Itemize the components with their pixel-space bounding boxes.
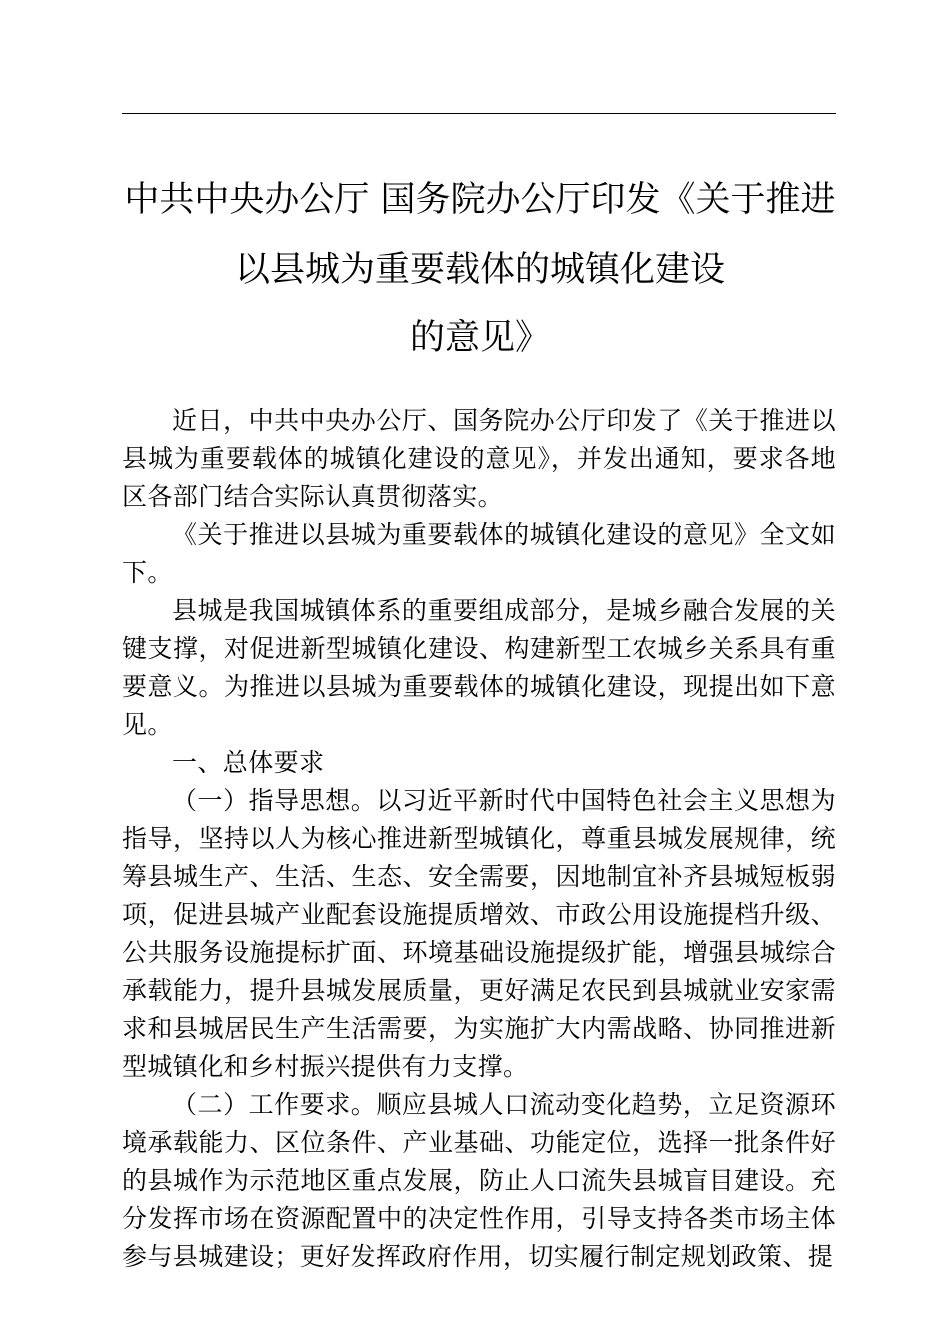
document-body <box>122 402 836 1276</box>
document-title-line-2: 以县城为重要载体的城镇化建设 <box>234 250 725 290</box>
document-title-line-3: 的意见》 <box>409 318 550 358</box>
paragraph-guiding-thought: （一）指导思想。以习近平新时代中国特色社会主义思想为指导，坚持以人为核心推进新型城镇化，尊重县城发展规律，统筹县城生产、生活、生态、安全需要，因地制宜补齐县城短板弱项，促进县城产业配套设施提质增效、市政公用设施提档升级、公共服务设施提标扩面、环境基础设施提级扩能，增强县城综合承载能力，提升县城发展质量，更好满足农民到县城就业安家需求和县城居民生产生活需要，为实施扩大内需战略、协同推进新型城镇化和乡村振兴提供有力支撑。 <box>122 786 836 1081</box>
paragraph-fulltext-note: 《关于推进以县城为重要载体的城镇化建设的意见》全文如下。 <box>122 520 836 587</box>
paragraph-intro: 近日，中共中央办公厅、国务院办公厅印发了《关于推进以县城为重要载体的城镇化建设的意见》，并发出通知，要求各地区各部门结合实际认真贯彻落实。 <box>122 406 836 511</box>
paragraph-background: 县城是我国城镇体系的重要组成部分，是城乡融合发展的关键支撑，对促进新型城镇化建设、构建新型工农城乡关系具有重要意义。为推进以县城为重要载体的城镇化建设，现提出如下意见。 <box>122 596 836 739</box>
header-rule <box>122 113 836 114</box>
paragraph-work-requirements: （二）工作要求。顺应县城人口流动变化趋势，立足资源环境承载能力、区位条件、产业基础、功能定位，选择一批条件好的县城作为示范地区重点发展，防止人口流失县城盲目建设。充分发挥市场在资源配置中的决定性作用，引导支持各类市场主体参与县城建设；更好发挥政府作用，切实履行制定规划政策、提 <box>122 1090 836 1271</box>
document-title-line-1: 中共中央办公厅 国务院办公厅印发《关于推进 <box>124 180 836 220</box>
section-heading: 一、总体要求 <box>172 748 325 777</box>
